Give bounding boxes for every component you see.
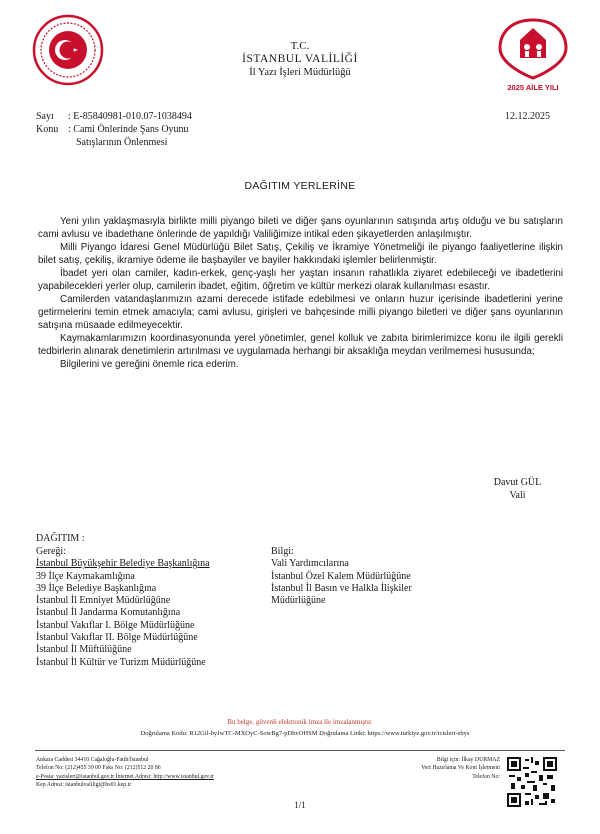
family-year-logo-text: 2025 AİLE YILI: [507, 83, 559, 92]
footer-contact-role: Veri Hazırlama Ve Kont İşletmeni: [421, 765, 500, 772]
list-item: İstanbul İl Emniyet Müdürlüğüne: [36, 595, 171, 607]
list-item: İstanbul İl Jandarma Komutanlığına: [36, 607, 181, 619]
konu-line-1: : Cami Önlerinde Şans Oyunu: [68, 124, 189, 135]
footer-email-web[interactable]: e-Posta: yazisleri@istanbul.gov.tr İnternet Adresi: http://www.istanbul.gov.tr: [36, 773, 214, 780]
list-item: 39 İlçe Belediye Başkanlığına: [36, 582, 157, 594]
list-item: İstanbul İl Kültür ve Turizm Müdürlüğüne: [36, 656, 206, 668]
paragraph-6: Bilgilerini ve gereğini önemle rica ederim.: [60, 359, 239, 370]
list-item: 39 İlçe Kaymakamlığına: [36, 570, 135, 582]
distribution-bilgi-list: [271, 546, 412, 607]
paragraph-2: Milli Piyango İdaresi Genel Müdürlüğü Bilet Satış, Çekiliş ve İkramiye Yönetmeliği ile piyango faaliyetlerine ilişkin bilet satış, çekiliş, ikramiye ödeme ile başbayiler ve bayiler hakkındaki işlemler belirlenmiştir.: [38, 242, 563, 266]
list-item: Müdürlüğüne: [271, 595, 326, 607]
document-date: 12.12.2025: [505, 111, 550, 122]
list-item: İstanbul Özel Kalem Müdürlüğüne: [271, 570, 411, 582]
paragraph-3: İbadet yeri olan camiler, kadın-erkek, genç-yaşlı her yaştan insanın rahatlıkla ziyaret edebileceği ve ibadetlerini yapabilecekleri yerler olup, camilerin ibadet, eğitim, öğretim ve kültür merkezi olarak kullanılması esastır.: [38, 268, 563, 292]
signature-title: Vali: [509, 490, 526, 501]
footer-contact-phone: Telefon No:: [472, 773, 500, 780]
list-item: İstanbul İl Müftülüğüne: [36, 644, 132, 656]
paragraph-5: Kaymakamlarımızın koordinasyonunda yerel yönetimler, genel kolluk ve zabıta birimlerimizce konu ile ilgili gerekli tedbirlerin alınarak denetimlerin artırılması ve uygulamada herhangi bir aksaklığa meydan verilmemesi hususunda;: [38, 333, 563, 357]
qr-code-icon: [507, 757, 557, 807]
gerekli-heading: Gereği:: [36, 546, 66, 557]
footer-address: Ankara Caddesi 34410 Cağaloğlu-Fatih/İstanbul: [36, 757, 149, 763]
footer-contact-name: Bilgi için: İlkay DURMAZ: [436, 757, 500, 763]
governorship-seal-logo: [32, 14, 104, 86]
paragraph-4: Camilerden vatandaşlarımızın azami derecede istifade edebilmesi ve onların huzur içerisinde ibadetlerini yerine getirmelerini temin etmek amacıyla; cami avlusu, girişleri ve bahçesinde milli piyango biletleri ve diğer şans oyunlarının satışına müsaade edilmeyecektir.: [38, 294, 563, 331]
family-year-logo: [490, 14, 576, 94]
list-item: İstanbul Vakıflar II. Bölge Müdürlüğüne: [36, 632, 198, 644]
list-item: Vali Yardımcılarına: [271, 558, 349, 570]
list-item: İstanbul Vakıflar I. Bölge Müdürlüğüne: [36, 619, 195, 631]
signature-name: Davut GÜL: [493, 477, 542, 488]
verification-line: Doğrulama Kodu: R12Gil-byJwTC-MXOyC-SowBg7-pDhvOHSM Doğrulama Linki: https://www.turkiye.gov.tr/icisleri-ebys: [140, 730, 470, 737]
header-governorship: İSTANBUL VALİLİĞİ: [242, 53, 358, 65]
header-country: T.C.: [290, 40, 310, 52]
signature-block: [470, 476, 565, 502]
distribution-gerekli-list: [36, 546, 210, 669]
footer-phone-fax: Telefon No: (212)455 39 00 Faks No: (212)512 20 86: [36, 765, 161, 772]
sayi-label: Sayı: [36, 111, 54, 122]
footer-kep: Kep Adresi: istanbulvaliligi@hs01.kep.tr: [36, 782, 132, 789]
footer-contact-right: [355, 756, 500, 781]
document-title: DAĞITIM YERLERİNE: [244, 180, 356, 192]
page-number: 1/1: [294, 800, 306, 810]
e-signature-notice: Bu belge, güvenli elektronik imza ile imzalanmıştır.: [227, 718, 373, 726]
footer-contact-left: [36, 756, 214, 790]
header-department: İl Yazı İşleri Müdürlüğü: [249, 67, 351, 78]
konu-label: Konu: [36, 124, 59, 135]
sayi-value: : E-85840981-010.07-1038494: [68, 111, 192, 122]
list-item: İstanbul İl Basın ve Halkla İlişkiler: [271, 582, 412, 594]
distribution-heading: DAĞITIM :: [36, 533, 85, 544]
footer-divider: [35, 750, 565, 751]
document-body: [38, 215, 563, 371]
list-item: İstanbul Büyükşehir Belediye Başkanlığına: [36, 558, 210, 570]
paragraph-1: Yeni yılın yaklaşmasıyla birlikte milli piyango bileti ve diğer şans oyunlarının satışında artış olduğu ve bu satışların cami avlusu ve ibadethane önlerinde de yapıldığı Valiliğimize intikal eden şikayetlerden anlaşılmıştır.: [38, 216, 563, 240]
konu-line-2: Satışlarının Önlenmesi: [76, 137, 168, 148]
bilgi-heading: Bilgi:: [271, 546, 294, 557]
